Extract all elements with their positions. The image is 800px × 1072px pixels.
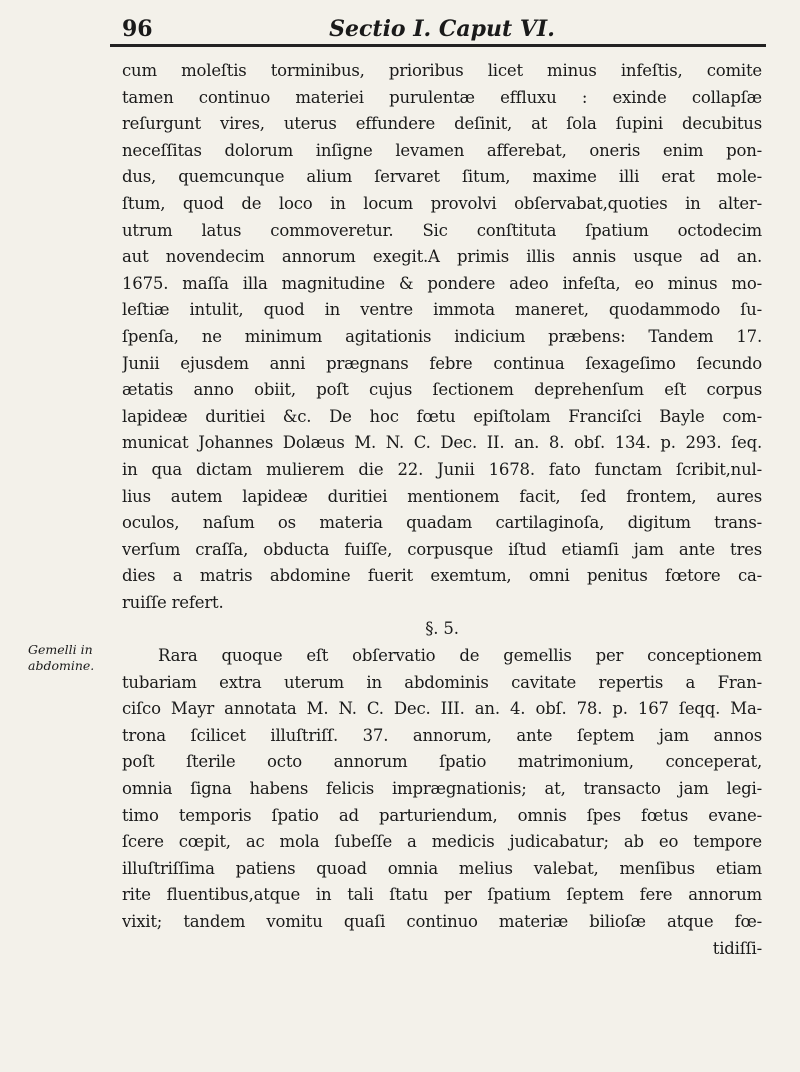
text-line: timo temporis ſpatio ad parturiendum, omnis ſpes fœtus evane-: [122, 805, 762, 825]
text-line: lapideæ duritiei &c. De hoc fœtu epiſtolam Franciſci Bayle com-: [122, 406, 762, 426]
text-line: trona ſcilicet illuſtriſſ. 37. annorum, ante ſeptem jam annos: [122, 725, 762, 745]
text-line: omnia ſigna habens felicis imprægnationis; at, transacto jam legi-: [122, 779, 762, 799]
catchword: tidiſſi-: [712, 938, 762, 958]
text-line: verſum craſſa, obducta fuiſſe, corpusque iſtud etiamſi jam ante tres: [122, 539, 762, 559]
text-line: rite fluentibus,atque in tali ſtatu per ſpatium ſeptem fere annorum: [122, 885, 762, 905]
text-line: illuſtriſſima patiens quoad omnia melius valebat, menſibus etiam: [122, 858, 762, 878]
text-line: aut novendecim annorum exegit.A primis illis annis usque ad an.: [122, 247, 762, 267]
text-line: ſpenſa, ne minimum agitationis indicium præbens: Tandem 17.: [122, 326, 762, 346]
margin-note-line: abdomine.: [28, 658, 95, 673]
text-line: in qua dictam mulierem die 22. Junii 1678. fato functam ſcribit,nul-: [122, 459, 762, 479]
text-line: utrum latus commoveretur. Sic conſtituta ſpatium octodecim: [122, 220, 762, 240]
text-line: poſt ſterile octo annorum ſpatio matrimonium, conceperat,: [122, 752, 762, 772]
margin-note: [28, 642, 122, 674]
page-header: [122, 12, 762, 48]
text-line: tamen continuo materiei purulentæ effluxu : exinde collapſæ: [122, 87, 762, 107]
text-line: dus, quemcunque alium ſervaret ſitum, maxime illi erat mole-: [122, 167, 762, 187]
text-line: Rara quoque eſt obſervatio de gemellis per conceptionem: [158, 646, 762, 666]
text-line: ætatis anno obiit, poſt cujus ſectionem deprehenſum eſt corpus: [122, 380, 762, 400]
text-line: Junii ejusdem anni prægnans febre continua ſexageſimo ſecundo: [122, 353, 762, 373]
text-line: ſtum, quod de loco in locum provolvi obſervabat,quoties in alter-: [122, 193, 762, 213]
margin-note-line: Gemelli in: [28, 642, 93, 657]
page-number: 96: [122, 16, 153, 42]
text-line: leſtiæ intulit, quod in ventre immota maneret, quodammodo ſu-: [122, 300, 762, 320]
text-line: reſurgunt vires, uterus effundere deſinit, at ſola ſupini decubitus: [122, 114, 762, 134]
text-line: neceſſitas dolorum inſigne levamen afferebat, oneris enim pon-: [122, 140, 762, 160]
text-line: cum moleſtis torminibus, prioribus licet minus infeſtis, comite: [122, 61, 762, 80]
text-line: oculos, naſum os materia quadam cartilaginoſa, digitum trans-: [122, 513, 762, 533]
text-line: 1675. maſſa illa magnitudine & pondere adeo infeſta, eo minus mo-: [122, 273, 762, 293]
text-line: municat Johannes Dolæus M. N. C. Dec. II. an. 8. obſ. 134. p. 293. ſeq.: [122, 433, 762, 453]
text-line: vixit; tandem vomitu quaſi continuo materiæ bilioſæ atque fœ-: [122, 912, 762, 931]
section-number: §. 5.: [425, 619, 459, 639]
body-text: [122, 58, 762, 962]
text-line: lius autem lapideæ duritiei mentionem facit, ſed frontem, aures: [122, 486, 762, 506]
text-line: tubariam extra uterum in abdominis cavitate repertis a Fran-: [122, 672, 762, 692]
text-line: ſcere cœpit, ac mola ſubeſſe a medicis judicabatur; ab eo tempore: [122, 832, 762, 852]
text-line: ruiſſe refert.: [122, 592, 224, 612]
text-line: dies a matris abdomine fuerit exemtum, omni penitus fœtore ca-: [122, 566, 762, 586]
running-head: Sectio I. Caput VI.: [329, 16, 555, 42]
text-line: ciſco Mayr annotata M. N. C. Dec. III. an. 4. obſ. 78. p. 167 ſeqq. Ma-: [122, 699, 762, 719]
header-rule: [110, 44, 766, 47]
